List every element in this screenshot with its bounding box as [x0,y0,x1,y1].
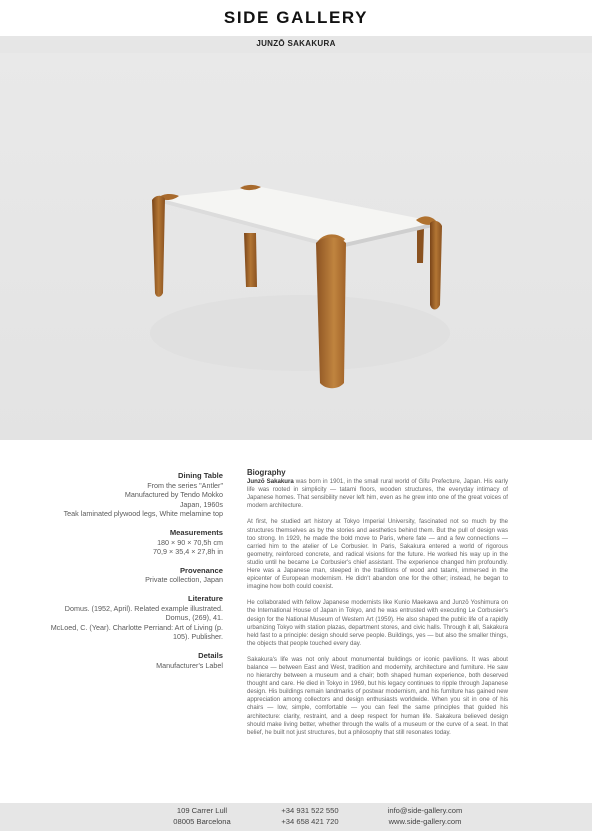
page-header [0,0,592,36]
literature-line: Domus. (1952, April). Related example illustrated. [64,603,223,613]
address-city: 08005 Barcelona [173,816,231,826]
literature-line: Domus, (269), 41. [165,613,223,623]
measurement-cm: 180 × 90 × 70,5h cm [157,537,223,547]
provenance-section [10,566,223,585]
measurement-in: 70,9 × 35,4 × 27,8h in [153,547,223,557]
literature-section [10,594,223,642]
gallery-logo: SIDE GALLERY [223,8,369,27]
item-section [10,471,223,519]
back-leg-right [417,228,424,263]
literature-line: McLoed, C. (Year). Charlotte Perriand: Art of Living (p. [50,622,223,632]
table-illustration [0,53,592,440]
details-line: Manufacturer's Label [156,660,223,670]
biography-text: was born in 1901, in the small rural world of Gifu Prefecture, Japan. His early life was rooted in simplicity — tatami floors, wooden structures, the everyday intimacy of Japanese homes. That sensibility never left him, even as he grew into one of the great voices of modern architecture. [247,478,508,510]
item-line: Teak laminated plywood legs, White melamine top [63,509,223,519]
measurements-section [10,528,223,557]
biography-paragraph: At first, he studied art history at Tokyo Imperial University, fascinated not so much by the structures themselves as by the stories and aesthetics behind them. But the pull of design was too strong. In 1929, he made the bold move to Paris, where fate — and a few connections — carried him to the atelier of Le Corbusier. In Paris, Sakakura entered a world of rigorous geometry, reinforced concrete, and radical visions for the future. He worked his way up in the studio until he became Le Corbusier's chief assistant. The experience changed him profoundly. Here was a Japanese man, steeped in the traditions of wood and tatami, immersed in the epicenter of European modernism. He didn't abandon one for the other; instead, he began to imagine how both could coexist. [247,518,508,591]
biography [247,469,508,745]
literature-heading: Literature [187,593,223,603]
website-link[interactable]: www.side-gallery.com [388,816,462,826]
biography-heading: Biography [247,468,286,477]
item-line: From the series "Antler" [147,480,223,490]
product-photo [0,53,592,440]
item-line: Japan, 1960s [179,499,223,509]
phone-number[interactable]: +34 931 522 550 [281,806,339,815]
page-footer [0,803,592,831]
item-heading: Dining Table [178,471,223,480]
footer-phones [258,806,362,827]
item-details [10,471,223,679]
literature-line: 105). Publisher. [173,632,223,642]
biography-paragraph [247,478,508,510]
provenance-heading: Provenance [179,565,223,575]
phone-number[interactable]: +34 658 421 720 [281,816,339,826]
footer-web [369,806,481,827]
biography-name: Junzō Sakakura [247,478,294,486]
front-leg-right [316,237,346,388]
designer-name: JUNZŌ SAKAKURA [256,39,336,48]
biography-paragraph: He collaborated with fellow Japanese modernists like Kunio Maekawa and Junzō Yoshimura on the International House of Japan in Tokyo, and he was entrusted with executing Le Corbusier's design for the National Museum of Western Art (1959). He also shaped the public life of a rapidly urbanizing Tokyo with station plazas, department stores, and civic halls. Through it all, Sakakura held fast to a principle: design should serve people. Buildings, yes — but also the smaller things, the objects that people touched every day. [247,599,508,647]
address-line: 109 Carrer Lull [176,806,228,815]
designer-bar [0,36,592,53]
email-link[interactable]: info@side-gallery.com [387,806,463,815]
details-section [10,651,223,670]
biography-paragraph: Sakakura's life was not only about monumental buildings or iconic pavilions. It was about balance — between East and West, tradition and modernity, architecture and furniture. He saw no hierarchy between a museum and a chair; both shaped human experience, both deserved thought and care. He died in Tokyo in 1969, but his legacy continues to ripple through Japanese design. His buildings remain landmarks of postwar modernism, and his furniture has gained new appreciation among collectors and design enthusiasts worldwide. When you sit in one of his chairs — low, simple, comfortable — you can feel the same principles that guided his architecture: clarity, restraint, and a deep respect for human life. Sakakura believed design should make living better, whether through the walls of a museum or the curve of a seat. In that belief, he built not just structures, but a philosophy that still resonates today. [247,655,508,736]
provenance-line: Private collection, Japan [145,575,223,585]
details-heading: Details [198,650,223,660]
item-line: Manufactured by Tendo Mokko [124,490,223,500]
footer-address [150,806,254,827]
measurements-heading: Measurements [169,527,223,537]
back-leg-left [244,233,257,287]
side-leg-right [430,221,442,310]
